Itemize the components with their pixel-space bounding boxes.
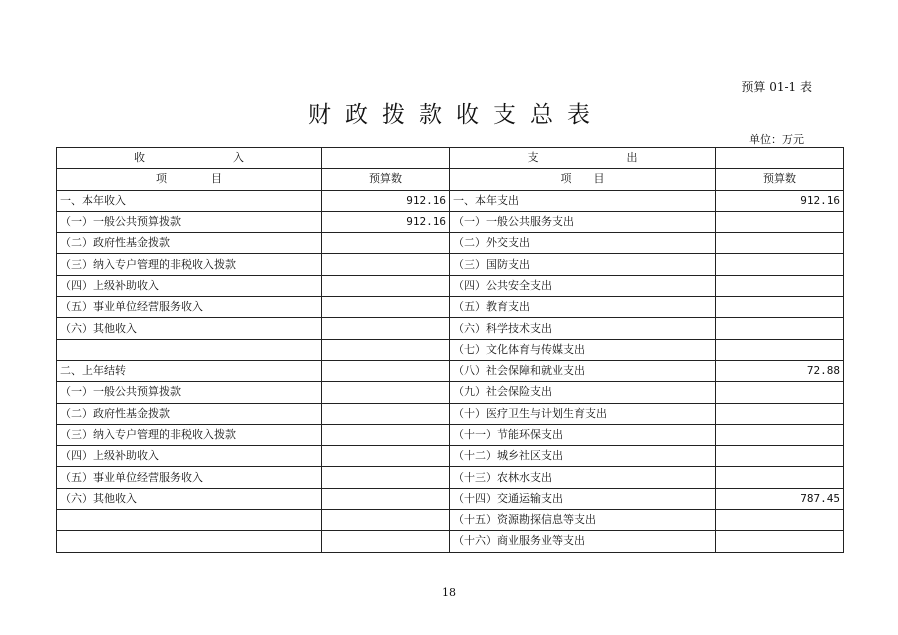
income-header: 收 入 bbox=[57, 148, 322, 169]
expense-budget-cell: 72.88 bbox=[716, 360, 844, 381]
expense-item-cell: （四）公共安全支出 bbox=[450, 275, 716, 296]
income-budget-cell bbox=[322, 510, 450, 531]
expense-item-cell: （七）文化体育与传媒支出 bbox=[450, 339, 716, 360]
table-row bbox=[57, 233, 844, 254]
income-item-cell: （四）上级补助收入 bbox=[57, 275, 322, 296]
income-item-cell: （五）事业单位经营服务收入 bbox=[57, 297, 322, 318]
table-row bbox=[57, 424, 844, 445]
expense-budget-cell bbox=[716, 424, 844, 445]
income-header-blank bbox=[322, 148, 450, 169]
income-item-cell: （三）纳入专户管理的非税收入拨款 bbox=[57, 254, 322, 275]
expense-item-cell: （十四）交通运输支出 bbox=[450, 488, 716, 509]
expense-budget-cell bbox=[716, 467, 844, 488]
income-budget-cell bbox=[322, 275, 450, 296]
expense-budget-header: 预算数 bbox=[716, 169, 844, 190]
page-number: 18 bbox=[442, 586, 456, 599]
expense-item-cell: （十五）资源勘探信息等支出 bbox=[450, 510, 716, 531]
table-row bbox=[57, 211, 844, 232]
expense-budget-cell bbox=[716, 510, 844, 531]
income-item-cell: （五）事业单位经营服务收入 bbox=[57, 467, 322, 488]
expense-budget-cell bbox=[716, 531, 844, 552]
expense-budget-cell bbox=[716, 233, 844, 254]
page-title: 财政拨款收支总表 bbox=[308, 102, 604, 128]
income-budget-cell bbox=[322, 424, 450, 445]
header-row-sub bbox=[57, 169, 844, 190]
expense-item-cell: （十三）农林水支出 bbox=[450, 467, 716, 488]
expense-budget-cell bbox=[716, 403, 844, 424]
expense-header: 支 出 bbox=[450, 148, 716, 169]
income-item-cell bbox=[57, 531, 322, 552]
income-budget-cell: 912.16 bbox=[322, 190, 450, 211]
income-item-cell bbox=[57, 510, 322, 531]
expense-budget-cell: 912.16 bbox=[716, 190, 844, 211]
income-item-cell bbox=[57, 339, 322, 360]
income-item-header: 项 目 bbox=[57, 169, 322, 190]
expense-item-cell: （八）社会保障和就业支出 bbox=[450, 360, 716, 381]
table-row bbox=[57, 510, 844, 531]
income-budget-cell bbox=[322, 233, 450, 254]
income-budget-cell bbox=[322, 467, 450, 488]
income-item-cell: （四）上级补助收入 bbox=[57, 446, 322, 467]
expense-item-cell: （三）国防支出 bbox=[450, 254, 716, 275]
header-row-main bbox=[57, 148, 844, 169]
income-item-cell: （二）政府性基金拨款 bbox=[57, 403, 322, 424]
doc-code: 预算 01-1 表 bbox=[741, 80, 812, 94]
income-budget-cell bbox=[322, 318, 450, 339]
income-item-cell: 二、上年结转 bbox=[57, 360, 322, 381]
expense-item-cell: （九）社会保险支出 bbox=[450, 382, 716, 403]
income-item-cell: （一）一般公共预算拨款 bbox=[57, 382, 322, 403]
expense-item-cell: （十六）商业服务业等支出 bbox=[450, 531, 716, 552]
income-budget-cell bbox=[322, 254, 450, 275]
expense-budget-cell bbox=[716, 297, 844, 318]
table-row bbox=[57, 318, 844, 339]
table-row bbox=[57, 467, 844, 488]
budget-table bbox=[56, 147, 844, 553]
income-budget-header: 预算数 bbox=[322, 169, 450, 190]
income-budget-cell bbox=[322, 339, 450, 360]
table-row bbox=[57, 275, 844, 296]
income-item-cell: （六）其他收入 bbox=[57, 318, 322, 339]
income-item-cell: （二）政府性基金拨款 bbox=[57, 233, 322, 254]
income-budget-cell bbox=[322, 531, 450, 552]
expense-budget-cell bbox=[716, 446, 844, 467]
income-item-cell: （一）一般公共预算拨款 bbox=[57, 211, 322, 232]
table-row bbox=[57, 488, 844, 509]
expense-item-cell: （五）教育支出 bbox=[450, 297, 716, 318]
income-budget-cell bbox=[322, 446, 450, 467]
expense-item-header: 项 目 bbox=[450, 169, 716, 190]
expense-item-cell: （一）一般公共服务支出 bbox=[450, 211, 716, 232]
income-item-cell: （六）其他收入 bbox=[57, 488, 322, 509]
table-row bbox=[57, 382, 844, 403]
expense-budget-cell bbox=[716, 382, 844, 403]
expense-item-cell: （十一）节能环保支出 bbox=[450, 424, 716, 445]
income-budget-cell bbox=[322, 297, 450, 318]
expense-item-cell: （二）外交支出 bbox=[450, 233, 716, 254]
expense-budget-cell bbox=[716, 275, 844, 296]
table-row bbox=[57, 531, 844, 552]
table-row bbox=[57, 403, 844, 424]
expense-budget-cell: 787.45 bbox=[716, 488, 844, 509]
table-row bbox=[57, 254, 844, 275]
expense-header-blank bbox=[716, 148, 844, 169]
table-row bbox=[57, 190, 844, 211]
expense-budget-cell bbox=[716, 318, 844, 339]
expense-budget-cell bbox=[716, 254, 844, 275]
income-budget-cell bbox=[322, 403, 450, 424]
unit-label: 单位：万元 bbox=[749, 133, 804, 146]
income-item-cell: 一、本年收入 bbox=[57, 190, 322, 211]
income-budget-cell: 912.16 bbox=[322, 211, 450, 232]
table-row bbox=[57, 297, 844, 318]
income-budget-cell bbox=[322, 488, 450, 509]
income-item-cell: （三）纳入专户管理的非税收入拨款 bbox=[57, 424, 322, 445]
expense-item-cell: （十）医疗卫生与计划生育支出 bbox=[450, 403, 716, 424]
expense-budget-cell bbox=[716, 339, 844, 360]
expense-item-cell: （十二）城乡社区支出 bbox=[450, 446, 716, 467]
table-row bbox=[57, 360, 844, 381]
expense-item-cell: （六）科学技术支出 bbox=[450, 318, 716, 339]
table-row bbox=[57, 339, 844, 360]
income-budget-cell bbox=[322, 360, 450, 381]
expense-budget-cell bbox=[716, 211, 844, 232]
expense-item-cell: 一、本年支出 bbox=[450, 190, 716, 211]
table-row bbox=[57, 446, 844, 467]
income-budget-cell bbox=[322, 382, 450, 403]
